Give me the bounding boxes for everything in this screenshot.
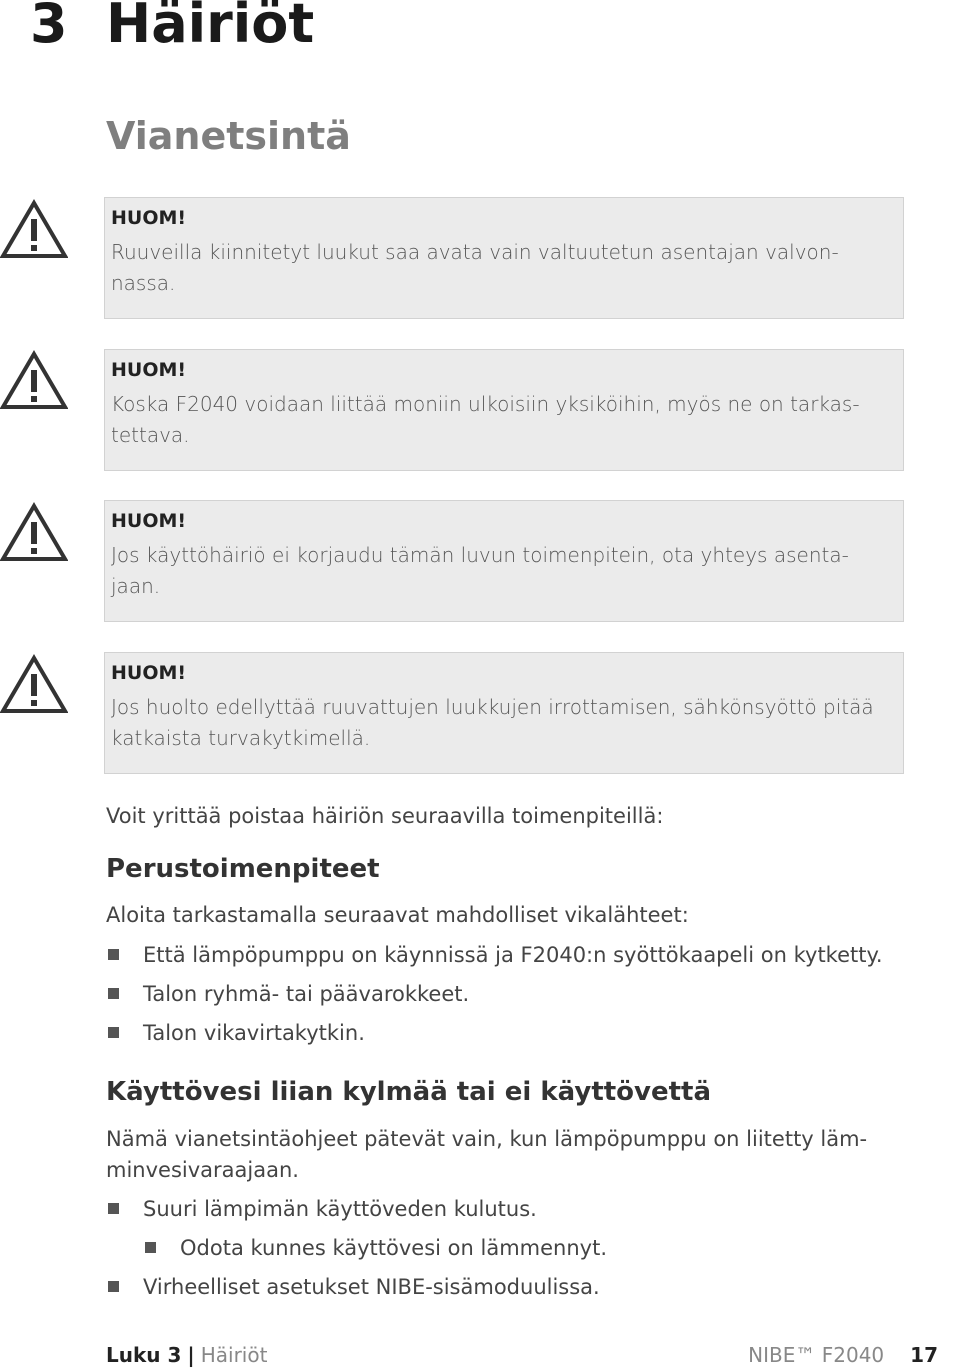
chapter-title	[30, 0, 314, 55]
note-heading: HUOM!	[111, 207, 187, 229]
note-text: Koska F2040 voidaan liittää moniin ulkoisiin yksiköihin, myös ne on tarkas-tettava.	[111, 392, 860, 447]
basic-lead: Aloita tarkastamalla seuraavat mahdolliset vikalähteet:	[106, 903, 689, 927]
chapter-number: 3	[30, 0, 68, 55]
footer-product: NIBE™ F2040	[748, 1343, 885, 1367]
warning-triangle-icon	[0, 199, 68, 259]
bullet-square-icon	[108, 1203, 119, 1214]
note-heading: HUOM!	[111, 510, 187, 532]
warning-triangle-icon	[0, 350, 68, 410]
note-heading: HUOM!	[111, 359, 187, 381]
list-item: Odota kunnes käyttövesi on lämmennyt.	[106, 1233, 607, 1272]
note-box	[104, 652, 904, 774]
footer-chapter: Luku 3 | Häiriöt	[106, 1343, 268, 1367]
warning-triangle-icon	[0, 502, 68, 562]
note-text: Jos käyttöhäiriö ei korjaudu tämän luvun toimenpitein, ota yhteys asenta-jaan.	[111, 543, 849, 598]
list-item: Virheelliset asetukset NIBE-sisämoduulissa.	[106, 1272, 607, 1311]
basic-list	[106, 940, 883, 1057]
hot-water-heading: Käyttövesi liian kylmää tai ei käyttövettä	[106, 1077, 712, 1107]
bullet-square-icon	[108, 949, 119, 960]
footer-product-page	[748, 1341, 938, 1369]
section-title: Vianetsintä	[106, 114, 351, 158]
note-text: Jos huolto edellyttää ruuvattujen luukkujen irrottamisen, sähkönsyöttö pitää katkaista turvakytkimellä.	[111, 695, 874, 750]
warning-triangle-icon	[0, 654, 68, 714]
list-item: Talon ryhmä- tai päävarokkeet.	[106, 979, 883, 1018]
list-item: Talon vikavirtakytkin.	[106, 1018, 883, 1057]
list-item: Suuri lämpimän käyttöveden kulutus.	[106, 1194, 607, 1233]
note-box	[104, 500, 904, 622]
chapter-name: Häiriöt	[106, 0, 315, 55]
bullet-square-icon	[108, 1281, 119, 1292]
bullet-square-icon	[108, 1027, 119, 1038]
basic-heading: Perustoimenpiteet	[106, 854, 380, 884]
note-box	[104, 197, 904, 319]
note-heading: HUOM!	[111, 662, 187, 684]
note-box	[104, 349, 904, 471]
list-item: Että lämpöpumppu on käynnissä ja F2040:n syöttökaapeli on kytketty.	[106, 940, 883, 979]
page-number: 17	[910, 1343, 938, 1367]
intro-text: Voit yrittää poistaa häiriön seuraavilla toimenpiteillä:	[106, 804, 664, 828]
hot-water-list	[106, 1194, 607, 1311]
bullet-square-icon	[108, 988, 119, 999]
bullet-square-icon	[145, 1242, 156, 1253]
note-text: Ruuveilla kiinnitetyt luukut saa avata vain valtuutetun asentajan valvon-nassa.	[111, 240, 839, 295]
hot-water-lead: Nämä vianetsintäohjeet pätevät vain, kun lämpöpumppu on liitetty läm-minvesivaraajaan.	[106, 1127, 868, 1182]
